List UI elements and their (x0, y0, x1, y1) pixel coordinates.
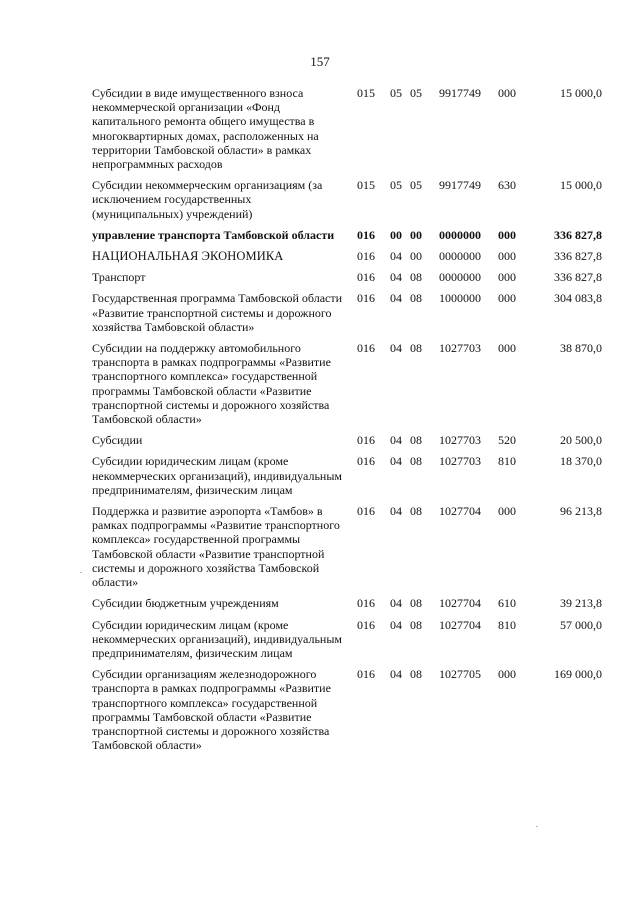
ved-code: 016 (357, 249, 375, 264)
expense-type-code: 610 (498, 596, 516, 611)
section-code: 04 (390, 291, 402, 306)
target-article-code: 9917749 (439, 86, 481, 100)
expense-type-code: 000 (498, 291, 516, 306)
table-row (92, 454, 602, 497)
ved-code: 016 (357, 291, 375, 306)
expense-type-code: 810 (498, 617, 516, 632)
target-article-code: 1027704 (439, 504, 481, 519)
ved-code: 016 (357, 454, 375, 469)
amount: 38 870,0 (560, 341, 602, 356)
target-article-code: 1027704 (439, 617, 481, 632)
row-name: Субсидии (92, 433, 143, 448)
amount: 18 370,0 (560, 454, 602, 469)
subsection-code: 08 (410, 596, 422, 611)
expense-type-code: 000 (498, 504, 516, 519)
section-code: 04 (390, 504, 402, 519)
amount: 15 000,0 (560, 178, 602, 193)
expense-type-code: 000 (498, 667, 516, 682)
section-code: 04 (390, 341, 402, 356)
ved-code: 016 (357, 617, 375, 632)
ved-code: 016 (357, 433, 375, 448)
amount: 304 083,8 (554, 291, 602, 306)
row-name: Субсидии в виде имущественного взноса некоммерческой организации «Фонд капитального ремонта общего имущества в многоквартирных домах, расположенных на территории Тамбовской области» в рамках непрограммных расходов (92, 86, 319, 172)
row-name: Субсидии некоммерческим организациям (за исключением государственных (муниципальных) учреждений) (92, 178, 323, 221)
amount: 57 000,0 (560, 617, 602, 632)
amount: 15 000,0 (560, 86, 602, 100)
subsection-code: 08 (410, 617, 422, 632)
subsection-code: 08 (410, 341, 422, 356)
row-name: Государственная программа Тамбовской области «Развитие транспортной системы и дорожного хозяйства Тамбовской области» (92, 291, 343, 334)
table-row (92, 228, 602, 242)
subsection-code: 00 (410, 249, 422, 264)
target-article-code: 0000000 (439, 270, 481, 285)
ved-code: 015 (357, 86, 375, 100)
row-name: Транспорт (92, 270, 146, 285)
section-code: 04 (390, 667, 402, 682)
target-article-code: 0000000 (439, 227, 481, 242)
ved-code: 016 (357, 227, 375, 242)
subsection-code: 08 (410, 504, 422, 519)
row-name: Субсидии бюджетным учреждениям (92, 596, 279, 611)
expense-type-code: 000 (498, 270, 516, 285)
target-article-code: 1027703 (439, 341, 481, 356)
subsection-code: 05 (410, 86, 422, 100)
table-row (92, 86, 602, 171)
amount: 96 213,8 (560, 504, 602, 519)
subsection-code: 08 (410, 433, 422, 448)
expense-type-code: 630 (498, 178, 516, 193)
amount: 169 000,0 (554, 667, 602, 682)
subsection-code: 08 (410, 454, 422, 469)
table-row (92, 178, 602, 221)
section-code: 04 (390, 454, 402, 469)
ved-code: 016 (357, 667, 375, 682)
ved-code: 016 (357, 596, 375, 611)
amount: 336 827,8 (554, 270, 602, 285)
expense-type-code: 520 (498, 433, 516, 448)
target-article-code: 1000000 (439, 291, 481, 306)
table-row (92, 291, 602, 334)
amount: 336 827,8 (554, 227, 602, 242)
row-name: управление транспорта Тамбовской области (92, 227, 335, 242)
section-code: 00 (390, 227, 402, 242)
subsection-code: 05 (410, 178, 422, 193)
table-row (92, 341, 602, 426)
section-code: 05 (390, 86, 402, 100)
page-number: 157 (310, 54, 330, 69)
subsection-code: 08 (410, 667, 422, 682)
expense-type-code: 000 (498, 341, 516, 356)
amount: 39 213,8 (560, 596, 602, 611)
subsection-code: 08 (410, 270, 422, 285)
row-name: Субсидии юридическим лицам (кроме некоммерческих организаций), индивидуальным предпринимателям, физическим лицам (92, 617, 342, 660)
scan-speck (536, 826, 538, 827)
target-article-code: 0000000 (439, 249, 481, 264)
section-code: 04 (390, 249, 402, 264)
target-article-code: 9917749 (439, 178, 481, 193)
target-article-code: 1027705 (439, 667, 481, 682)
subsection-code: 00 (410, 227, 422, 242)
table-row (92, 433, 602, 447)
subsection-code: 08 (410, 291, 422, 306)
expense-type-code: 000 (498, 227, 516, 242)
expense-type-code: 000 (498, 249, 516, 264)
expense-type-code: 810 (498, 454, 516, 469)
budget-table (92, 86, 602, 759)
ved-code: 016 (357, 504, 375, 519)
amount: 20 500,0 (560, 433, 602, 448)
ved-code: 015 (357, 178, 375, 193)
row-name: Субсидии юридическим лицам (кроме некоммерческих организаций), индивидуальным предпринимателям, физическим лицам (92, 454, 342, 497)
target-article-code: 1027704 (439, 596, 481, 611)
table-row (92, 618, 602, 661)
table-row (92, 270, 602, 284)
ved-code: 016 (357, 341, 375, 356)
amount: 336 827,8 (554, 249, 602, 264)
section-code: 05 (390, 178, 402, 193)
row-name: Субсидии организациям железнодорожного транспорта в рамках подпрограммы «Развитие транспортного комплекса» государственной программы Тамбовской области «Развитие транспортной системы и дорожного хозяйства Тамбовской области» (92, 667, 331, 753)
row-name: Субсидии на поддержку автомобильного транспорта в рамках подпрограммы «Развитие транспортного комплекса» государственной программы Тамбовской области «Развитие транспортной системы и дорожного хозяйства Тамбовской области» (92, 341, 331, 427)
scan-speck (80, 572, 82, 573)
section-code: 04 (390, 596, 402, 611)
table-row (92, 249, 602, 263)
section-code: 04 (390, 617, 402, 632)
table-row (92, 596, 602, 610)
ved-code: 016 (357, 270, 375, 285)
row-name: НАЦИОНАЛЬНАЯ ЭКОНОМИКА (92, 249, 284, 264)
row-name: Поддержка и развитие аэропорта «Тамбов» в рамках подпрограммы «Развитие транспортного комплекса» государственной программы Тамбовской области «Развитие транспортной системы и дорожного хозяйства Тамбовской области» (92, 504, 340, 590)
table-row (92, 504, 602, 589)
table-row (92, 667, 602, 752)
expense-type-code: 000 (498, 86, 516, 100)
section-code: 04 (390, 270, 402, 285)
section-code: 04 (390, 433, 402, 448)
target-article-code: 1027703 (439, 433, 481, 448)
target-article-code: 1027703 (439, 454, 481, 469)
